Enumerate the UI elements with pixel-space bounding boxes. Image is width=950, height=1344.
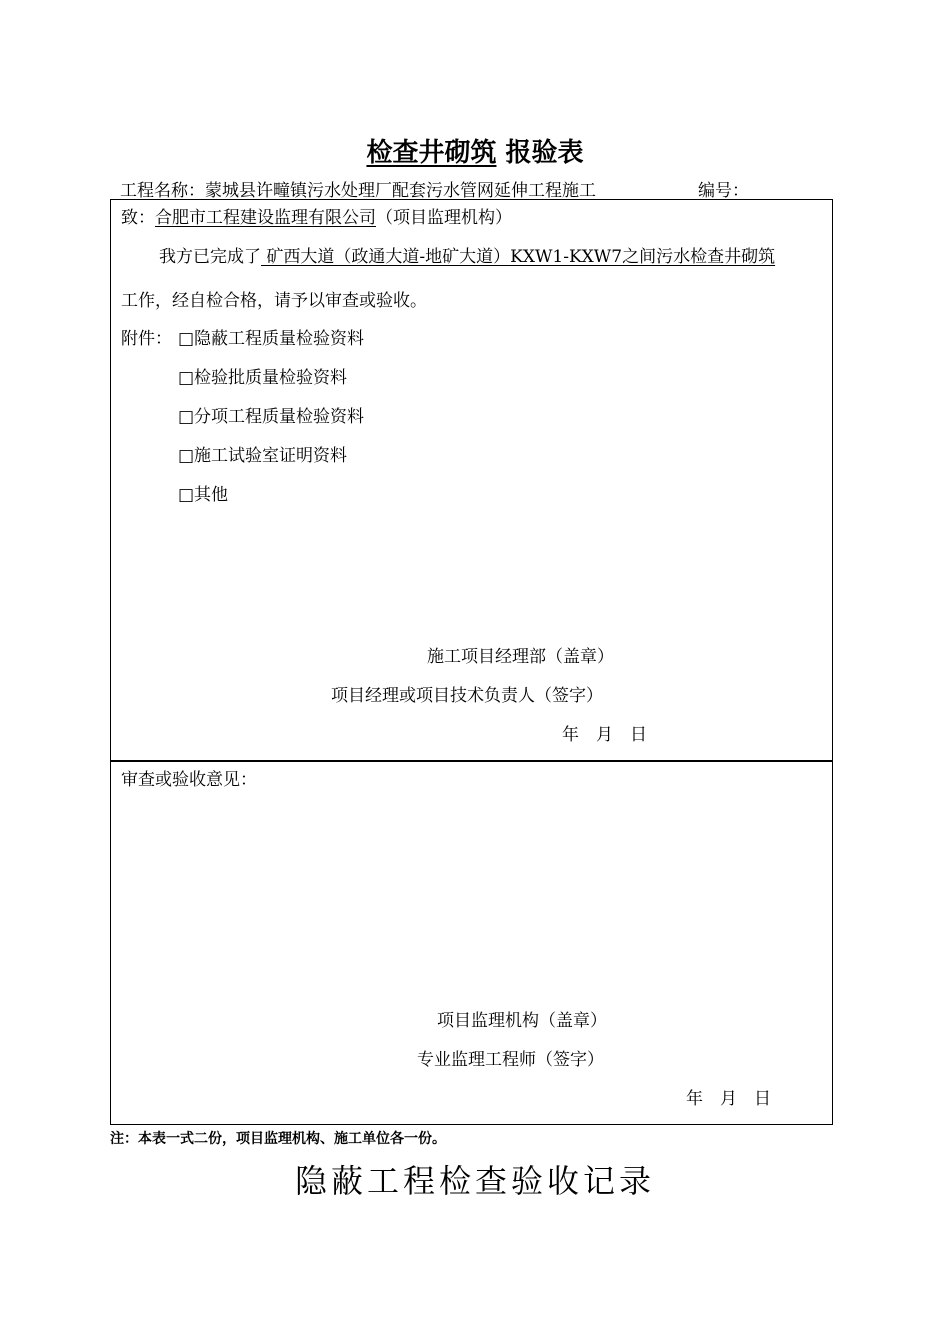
report-section [110,199,833,762]
review-opinion-label: 审查或验收意见： [121,770,257,790]
review-section [110,760,833,1125]
form-title-part2: 报验表 [496,138,584,168]
form-title [0,132,950,169]
attachment-item: □其他 [178,485,229,505]
recipient-line [121,203,512,228]
attachments-label: 附件： [121,329,172,349]
body-line-1 [159,242,775,267]
manager-signature-line: 项目经理或项目技术负责人（签字） [331,686,603,706]
number-label: 编号： [698,181,749,201]
project-name: 蒙城县许疃镇污水处理厂配套污水管网延伸工程施工 [205,181,596,201]
project-label: 工程名称： [120,181,205,201]
body-line-2: 工作，经自检合格，请予以审查或验收。 [121,291,427,311]
recipient-suffix: （项目监理机构） [376,208,512,228]
body-work: 矿西大道（政通大道-地矿大道）KXW1-KXW7之间污水检查井砌筑 [261,247,776,267]
footnote: 注：本表一式二份，项目监理机构、施工单位各一份。 [110,1131,446,1147]
attachment-item: □分项工程质量检验资料 [178,407,365,427]
recipient-company: 合肥市工程建设监理有限公司 [155,208,376,228]
body-prefix: 我方已完成了 [159,247,261,267]
date-line: 年 月 日 [686,1089,771,1109]
next-form-title: 隐蔽工程检查验收记录 [294,1162,655,1200]
supervisor-seal-line: 项目监理机构（盖章） [437,1011,607,1031]
attachment-item: □施工试验室证明资料 [178,446,348,466]
date-line: 年 月 日 [562,725,647,745]
engineer-signature-line: 专业监理工程师（签字） [417,1050,604,1070]
form-title-part1: 检查井砌筑 [366,138,497,168]
project-line [120,176,596,201]
contractor-seal-line: 施工项目经理部（盖章） [427,647,614,667]
to-label: 致： [121,208,155,228]
attachment-item: □隐蔽工程质量检验资料 [178,329,365,349]
attachment-item: □检验批质量检验资料 [178,368,348,388]
